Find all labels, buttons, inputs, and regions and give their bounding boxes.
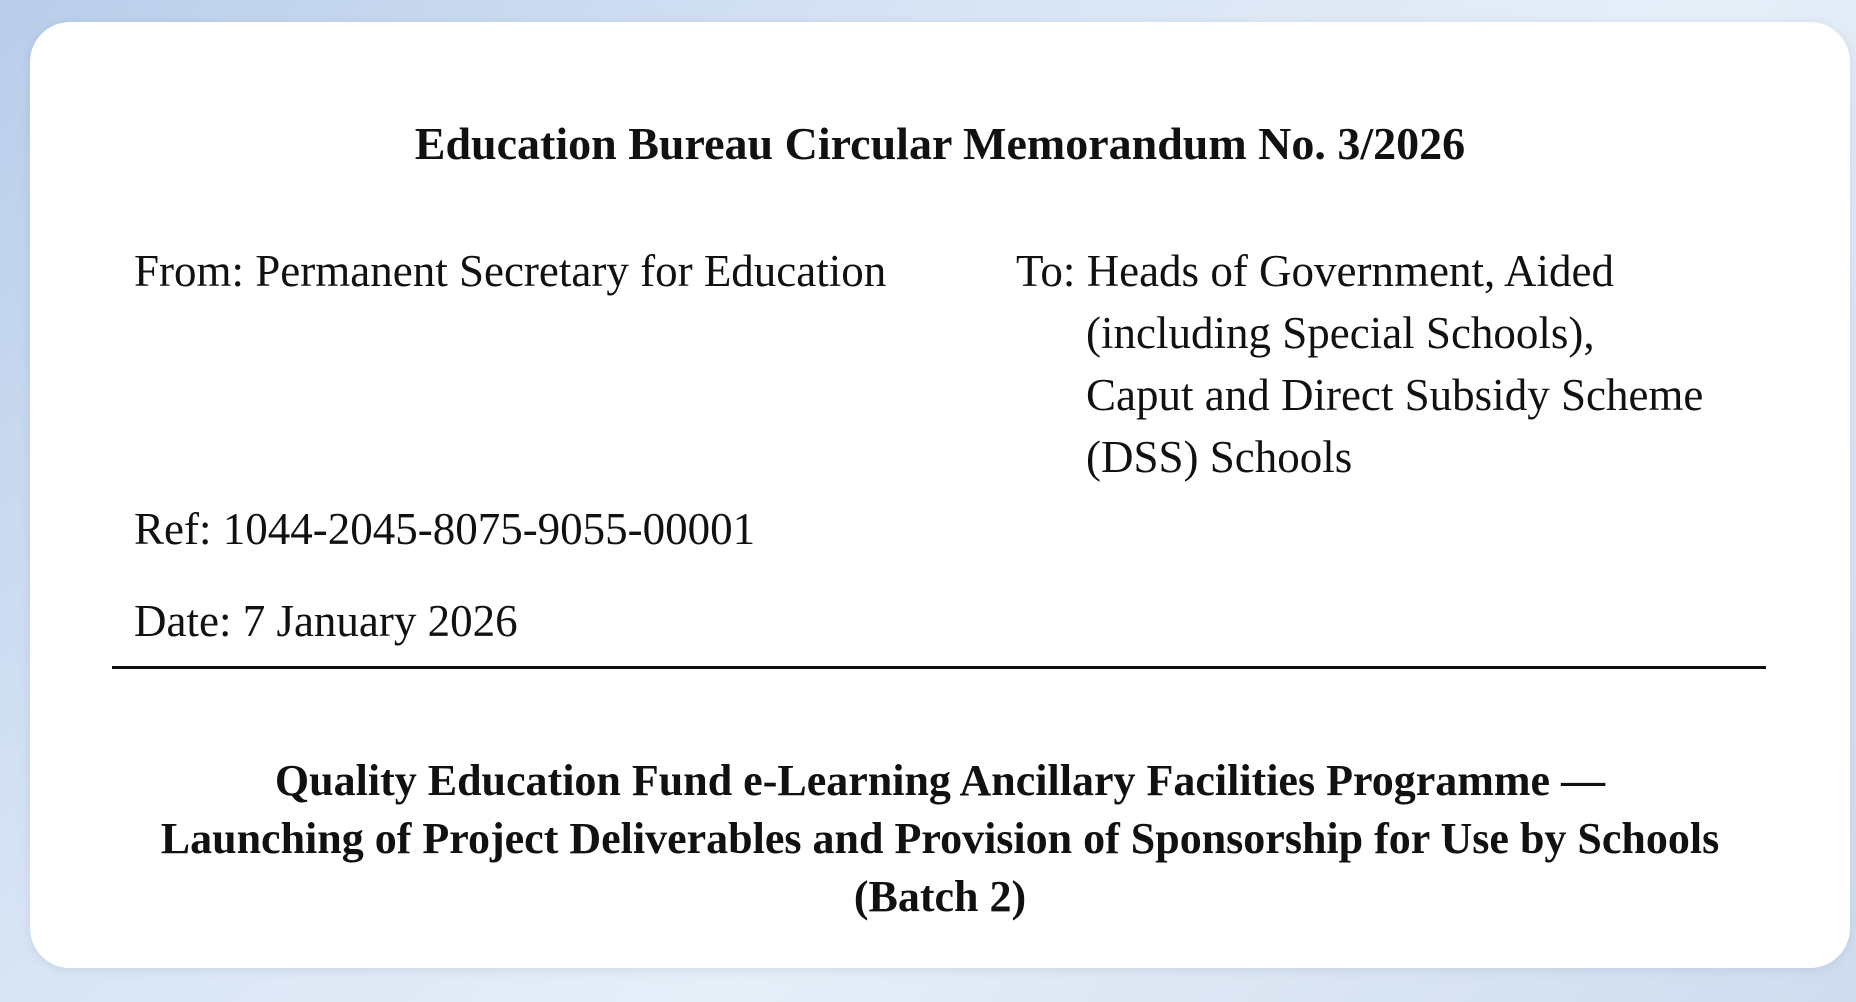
memo-card	[30, 22, 1850, 968]
memo-to-line-1: Heads of Government, Aided	[1086, 246, 1614, 296]
memo-to	[1016, 240, 1703, 488]
memo-to-line-2: (including Special Schools),	[1086, 308, 1595, 358]
memo-from: From: Permanent Secretary for Education	[134, 246, 887, 296]
memo-to-line-3: Caput and Direct Subsidy Scheme	[1086, 370, 1704, 420]
memo-subject-line-3: (Batch 2)	[853, 872, 1027, 921]
divider-rule	[112, 666, 1766, 669]
memo-title: Education Bureau Circular Memorandum No. 3/2026	[414, 118, 1466, 169]
memo-ref: Ref: 1044-2045-8075-9055-00001	[134, 504, 756, 554]
memo-date: Date: 7 January 2026	[134, 596, 518, 646]
memo-subject	[30, 752, 1850, 926]
memo-to-prefix: To:	[1016, 246, 1087, 296]
memo-to-line-4: (DSS) Schools	[1086, 432, 1353, 482]
memo-subject-line-1: Quality Education Fund e-Learning Ancillary Facilities Programme —	[274, 756, 1606, 805]
memo-subject-line-2: Launching of Project Deliverables and Provision of Sponsorship for Use by Schools	[160, 814, 1720, 863]
